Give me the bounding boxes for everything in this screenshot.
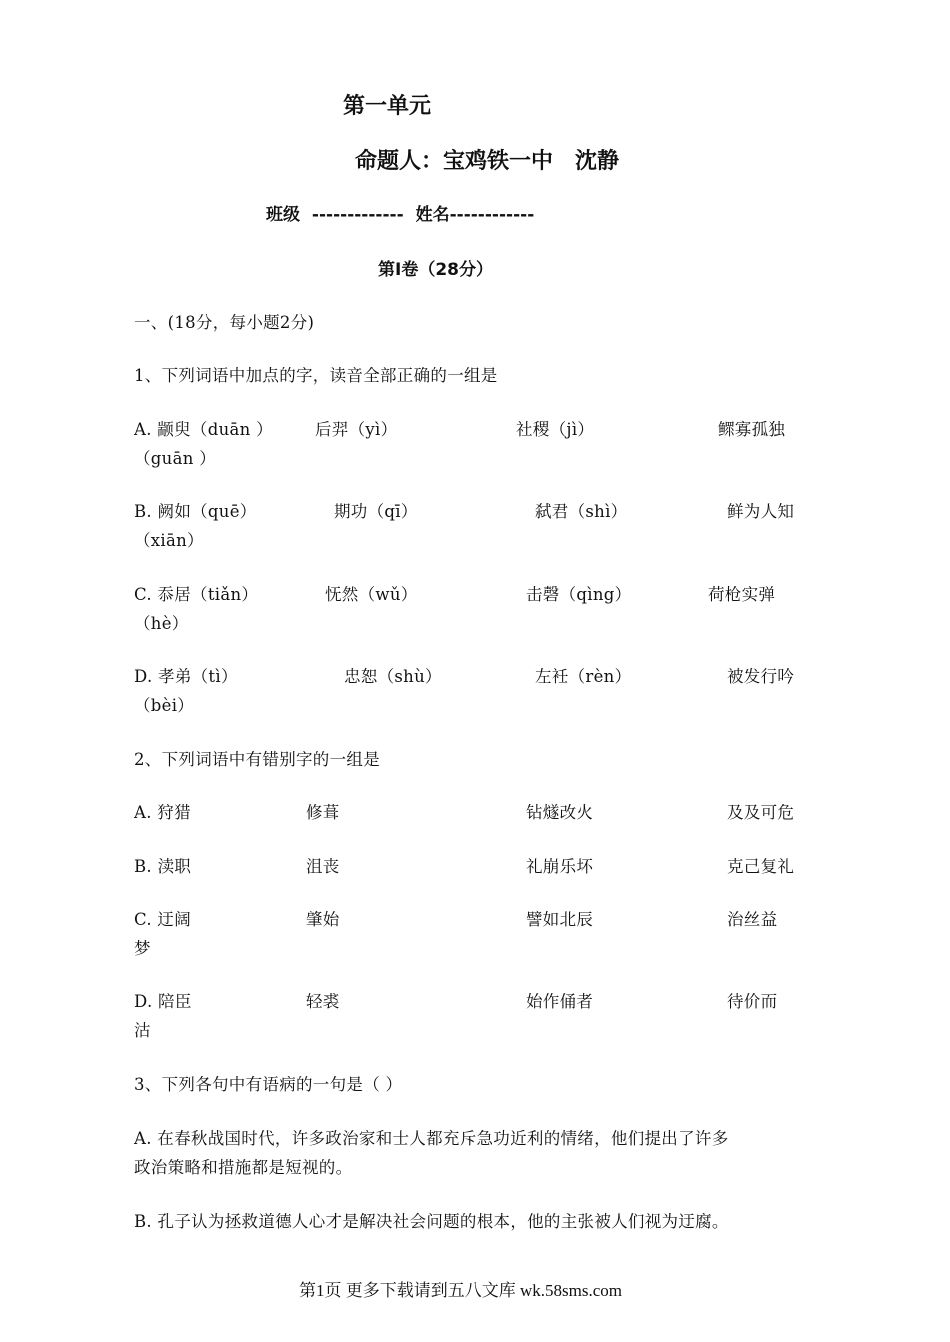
q2-a-col2: 修葺 (306, 803, 340, 822)
q2-d-col1: D. 陪臣 (134, 992, 192, 1011)
q1-d-wrap: （bèi） (134, 696, 195, 715)
q2-c-col3: 譬如北辰 (526, 910, 594, 929)
part1-heading: 一、(18分，每小题2分) (134, 313, 315, 332)
unit-title: 第一单元 (343, 94, 432, 119)
q3-option-b: B. 孔子认为拯救道德人心才是解决社会问题的根本，他的主张被人们视为迂腐。 (134, 1212, 729, 1231)
q2-b-col1: B. 渎职 (134, 857, 192, 876)
q1-c-col1: C. 忝居（tiǎn） (134, 585, 259, 604)
page-footer: 第1页 更多下载请到五八文库 wk.58sms.com (299, 1281, 622, 1300)
q1-a-col2: 后羿（yì） (315, 420, 398, 439)
q2-a-col4: 及及可危 (727, 803, 795, 822)
name-blank: ------------ (449, 205, 535, 225)
q2-d-col3: 始作俑者 (526, 992, 594, 1011)
q2-d-col2: 轻裘 (306, 992, 340, 1011)
q2-d-wrap: 沽 (134, 1021, 151, 1040)
q2-a-col1: A. 狩猎 (134, 803, 191, 822)
q1-b-wrap: （xiān） (134, 531, 204, 550)
q2-c-col1: C. 迂阔 (134, 910, 192, 929)
q2-b-col2: 沮丧 (306, 857, 340, 876)
q2-a-col3: 钻燧改火 (526, 803, 594, 822)
q3-option-a-line2: 政治策略和措施都是短视的。 (134, 1158, 353, 1177)
q1-a-col4: 鳏寡孤独 (718, 420, 786, 439)
class-name-line (266, 200, 534, 225)
q1-b-col1: B. 阙如（quē） (134, 502, 257, 521)
q1-d-col4: 被发行吟 (727, 667, 795, 686)
q2-stem: 2、下列词语中有错别字的一组是 (134, 750, 380, 769)
q2-c-wrap: 梦 (134, 939, 151, 958)
q1-c-wrap: （hè） (134, 614, 189, 633)
q2-b-col3: 礼崩乐坏 (526, 857, 594, 876)
q1-d-col1: D. 孝弟（tì） (134, 667, 238, 686)
q1-c-col3: 击磬（qìng） (526, 585, 632, 604)
class-blank: ------------- (311, 205, 404, 225)
q1-stem: 1、下列词语中加点的字，读音全部正确的一组是 (134, 366, 498, 385)
q2-b-col4: 克己复礼 (727, 857, 795, 876)
q1-b-col3: 弑君（shì） (535, 502, 628, 521)
q1-a-col3: 社稷（jì） (516, 420, 595, 439)
name-label: 姓名 (415, 205, 450, 225)
class-label: 班级 (266, 205, 300, 225)
q1-c-col2: 怃然（wǔ） (325, 585, 418, 604)
q2-d-col4: 待价而 (727, 992, 778, 1011)
q2-c-col2: 肇始 (306, 910, 340, 929)
author-line: 命题人：宝鸡铁一中 沈静 (355, 149, 620, 174)
q1-c-col4: 荷枪实弹 (708, 585, 776, 604)
q1-d-col2: 忠恕（shù） (344, 667, 442, 686)
q1-a-wrap: （guān ） (134, 449, 216, 468)
q3-option-a-line1: A. 在春秋战国时代，许多政治家和士人都充斥急功近利的情绪，他们提出了许多 (134, 1129, 729, 1148)
q2-c-col4: 治丝益 (727, 910, 778, 929)
q1-b-col4: 鲜为人知 (727, 502, 795, 521)
q1-a-col1: A. 颛臾（duān ） (134, 420, 273, 439)
q3-stem: 3、下列各句中有语病的一句是（ ） (134, 1075, 403, 1094)
q1-d-col3: 左衽（rèn） (535, 667, 632, 686)
section-title: 第Ⅰ卷（28分） (378, 260, 493, 280)
q1-b-col2: 期功（qī） (334, 502, 418, 521)
